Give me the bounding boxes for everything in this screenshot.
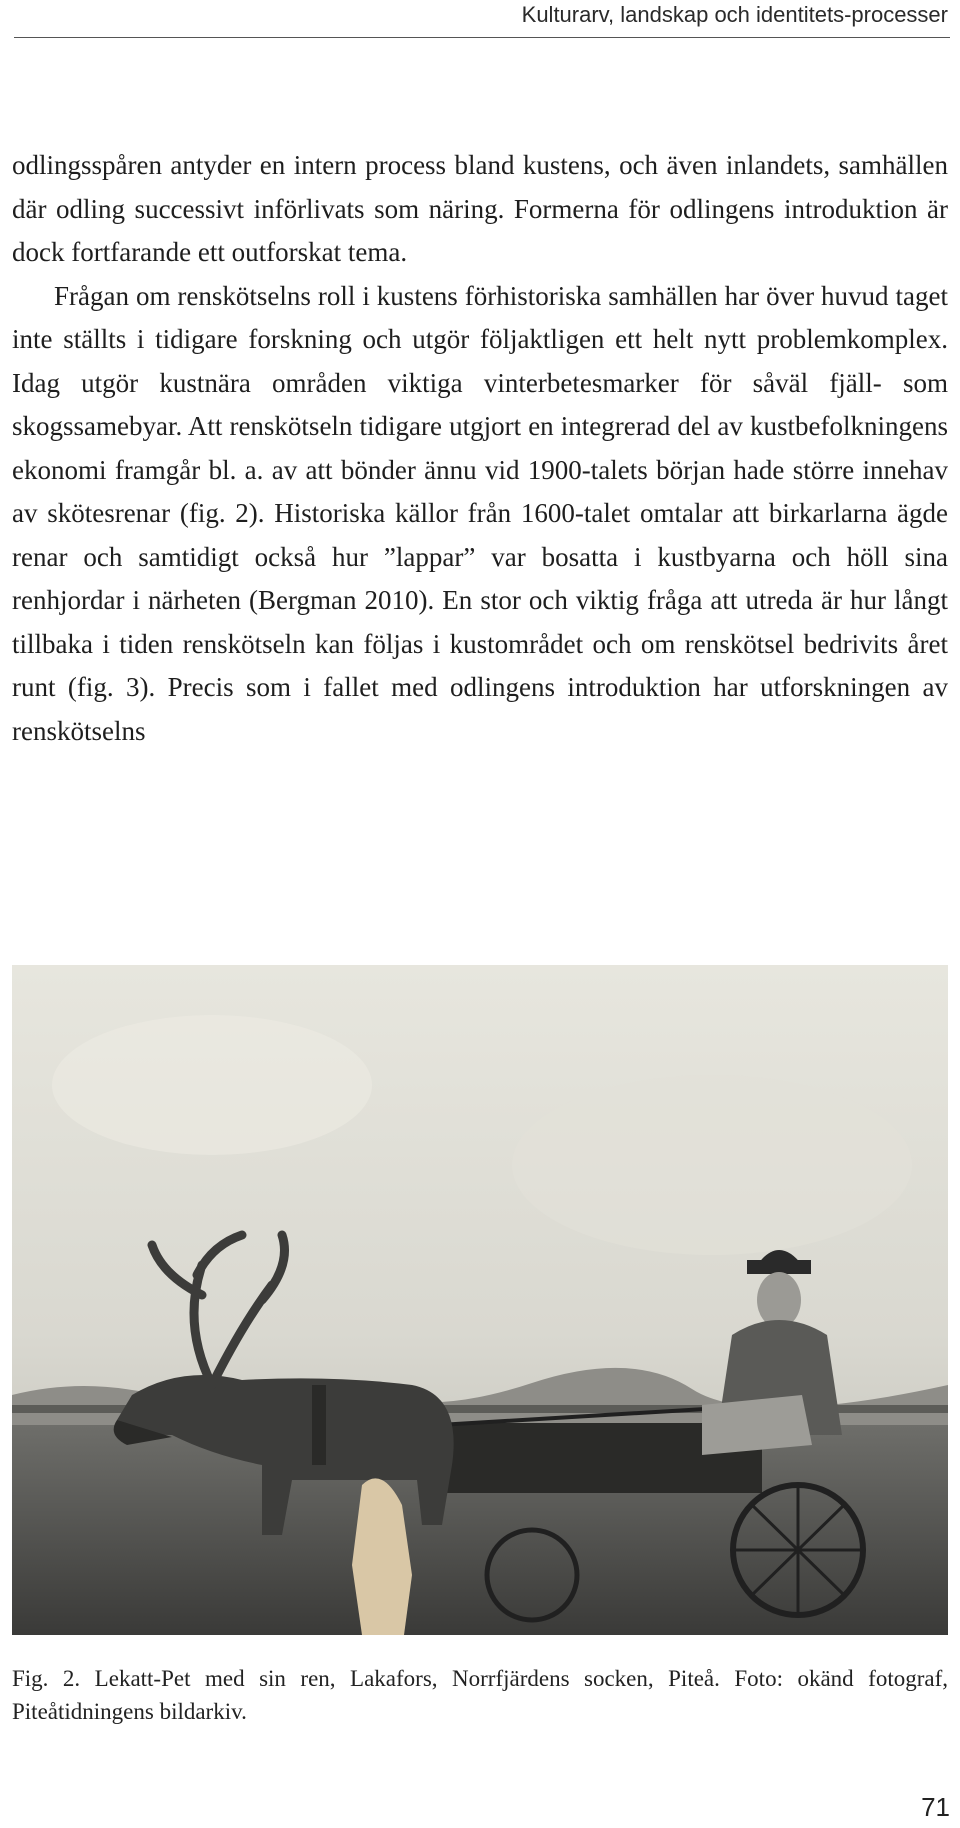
body-text [12,144,948,753]
paragraph-2: Frågan om renskötselns roll i kustens förhistoriska samhällen har över huvud taget inte ställts i tidigare forskning och utgör följaktligen ett helt nytt problemkomplex. Idag utgör kustnära områden viktiga vinterbetesmarker för såväl fjäll- som skogssamebyar. Att renskötseln tidigare utgjort en integrerad del av kustbefolkningens ekonomi framgår bl. a. av att bönder ännu vid 1900-talets början hade större innehav av skötesrenar (fig. 2). Historiska källor från 1600-talet omtalar att birkarlarna ägde renar och samtidigt också hur ”lappar” var bosatta i kustbyarna och höll sina renhjordar i närheten (Bergman 2010). En stor och viktig fråga att utreda är hur långt tillbaka i tiden renskötseln kan följas i kustområdet och om renskötsel bedrivits året runt (fig. 3). Precis som i fallet med odlingens introduktion har utforskningen av renskötselns [12,280,948,746]
paragraph-1: odlingsspåren antyder en intern process bland kustens, och även inlandets, samhällen där odling successivt införlivats som näring. Formerna för odlingens introduktion är dock fortfarande ett outforskat tema. [12,150,948,267]
figure-photo [12,965,948,1635]
figure-caption: Fig. 2. Lekatt-Pet med sin ren, Lakafors, Norrfjärdens socken, Piteå. Foto: okänd fotograf, Piteåtidningens bildarkiv. [12,1666,948,1724]
running-head [0,0,948,38]
page-number: 71 [921,1792,950,1822]
running-title: Kulturarv, landskap och identitets-processer [521,2,948,27]
reindeer-cart-photo [12,965,948,1635]
header-rule [14,37,950,38]
